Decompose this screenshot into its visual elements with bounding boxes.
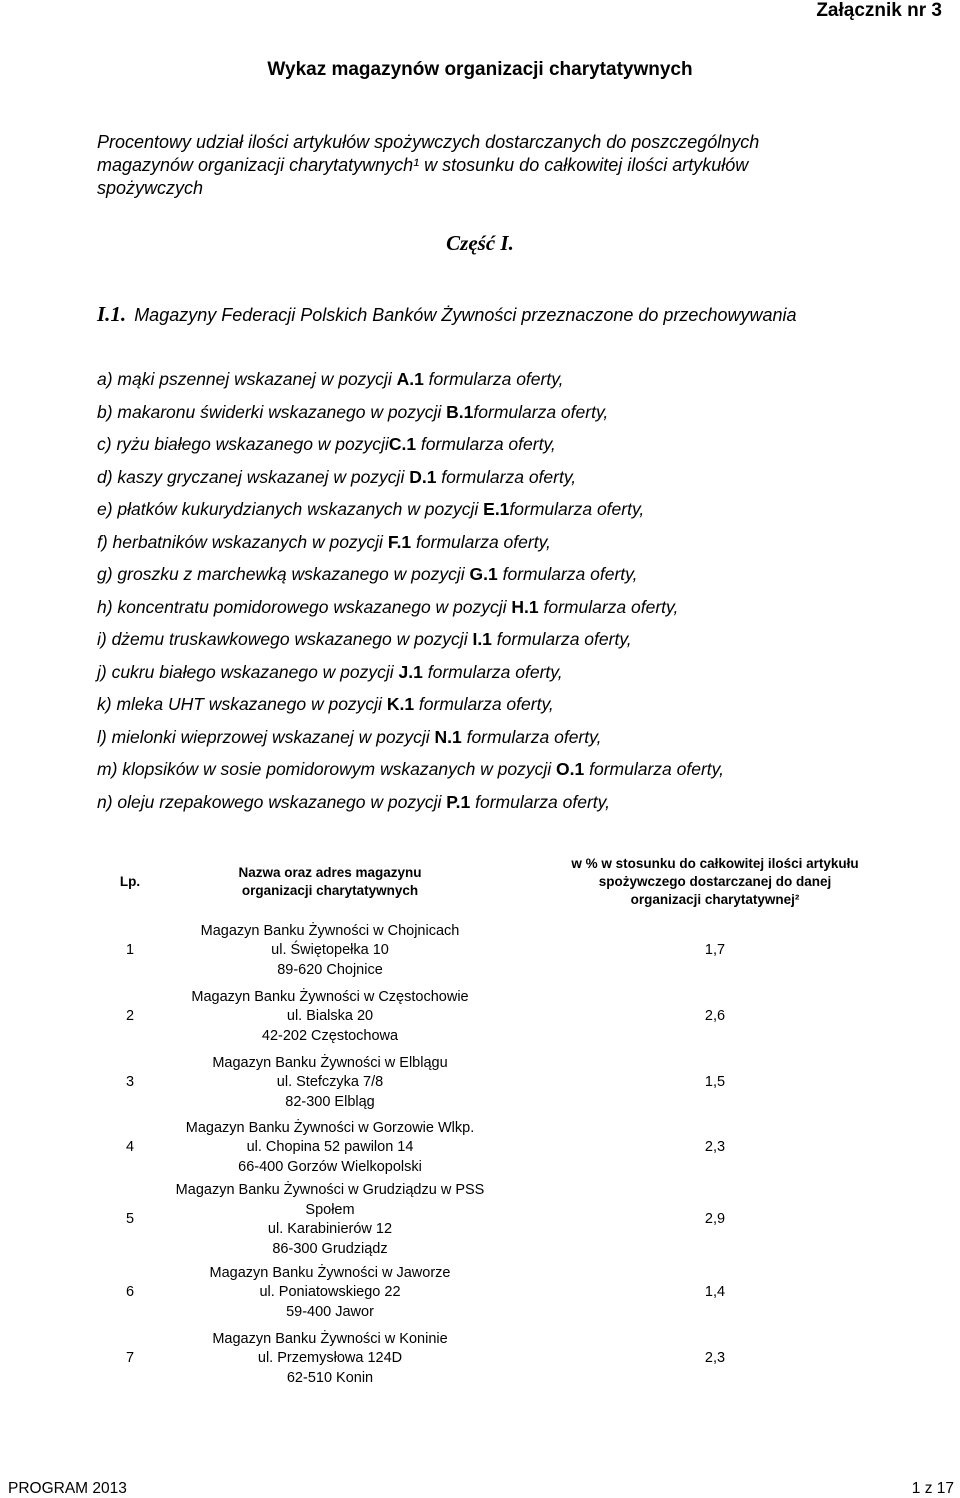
item-suffix: formularza oferty, <box>436 466 577 487</box>
item-suffix: formularza oferty, <box>473 401 609 422</box>
list-item <box>97 691 724 724</box>
item-text: h) koncentratu pomidorowego wskazanego w pozycji <box>97 596 512 617</box>
section-text: Magazyny Federacji Polskich Banków Żywności przeznaczone do przechowywania <box>134 305 797 325</box>
item-code: D.1 <box>409 466 437 487</box>
list-item <box>97 529 724 562</box>
table-row <box>95 1050 935 1116</box>
row-number: 3 <box>125 1074 135 1091</box>
list-item <box>97 756 724 789</box>
warehouse-address: Magazyn Banku Żywności w Jaworze ul. Poniatowskiego 22 59-400 Jawor <box>209 1264 451 1320</box>
item-text: l) mielonki wieprzowej wskazanej w pozycji <box>97 726 435 747</box>
warehouse-address: Magazyn Banku Żywności w Gorzowie Wlkp. ul. Chopina 52 pawilon 14 66-400 Gorzów Wielkopolski <box>185 1119 475 1175</box>
item-code: A.1 <box>396 369 424 389</box>
warehouse-address: Magazyn Banku Żywności w Grudziądzu w PSS Społem ul. Karabinierów 12 86-300 Grudziądz <box>175 1182 485 1257</box>
warehouse-percent: 1,4 <box>704 1284 726 1301</box>
footer-program: PROGRAM 2013 <box>8 1480 127 1497</box>
item-suffix: formularza oferty, <box>509 499 645 519</box>
item-code: N.1 <box>434 726 462 747</box>
part-heading: Część I. <box>446 231 514 255</box>
list-item <box>97 561 724 594</box>
header-percent: w % w stosunku do całkowitej ilości artykułu spożywczego dostarczanej do danej organizacji charytatywnej² <box>571 856 859 907</box>
table-row <box>95 1260 935 1326</box>
section-number: I.1. <box>97 302 127 326</box>
item-text: i) dżemu truskawkowego wskazanego w pozycji <box>97 629 473 649</box>
table-row <box>95 1326 935 1392</box>
warehouse-table <box>95 846 935 1392</box>
item-suffix: formularza oferty, <box>497 564 638 584</box>
warehouse-percent: 2,3 <box>704 1139 726 1156</box>
item-text: d) kaszy gryczanej wskazanej w pozycji <box>97 466 410 487</box>
item-code: I.1 <box>472 629 492 649</box>
item-text: c) ryżu białego wskazanego w pozycji <box>97 434 389 454</box>
item-suffix: formularza oferty, <box>416 434 556 454</box>
section-heading <box>97 302 937 327</box>
warehouse-percent: 2,9 <box>704 1211 726 1228</box>
table-row <box>95 918 935 984</box>
list-item <box>97 724 724 757</box>
item-text: a) mąki pszennej wskazanej w pozycji <box>97 369 397 389</box>
header-lp: Lp. <box>119 874 141 889</box>
table-header-row <box>95 846 935 918</box>
item-suffix: formularza oferty, <box>422 661 563 682</box>
item-text: e) płatków kukurydzianych wskazanych w pozycji <box>97 499 484 519</box>
row-number: 7 <box>125 1350 135 1367</box>
item-suffix: formularza oferty, <box>538 596 679 617</box>
item-suffix: formularza oferty, <box>411 531 551 552</box>
table-row <box>95 1116 935 1180</box>
item-code: B.1 <box>446 401 474 422</box>
item-text: g) groszku z marchewką wskazanego w pozycji <box>97 564 470 584</box>
warehouse-percent: 1,7 <box>704 942 726 959</box>
table-row <box>95 1180 935 1260</box>
item-code: K.1 <box>386 694 415 714</box>
item-code: P.1 <box>446 791 471 812</box>
row-number: 5 <box>125 1211 135 1228</box>
item-suffix: formularza oferty, <box>584 759 724 779</box>
item-text: k) mleka UHT wskazanego w pozycji <box>97 694 387 714</box>
list-item <box>97 431 724 464</box>
item-code: H.1 <box>511 596 539 617</box>
item-suffix: formularza oferty, <box>414 694 554 714</box>
row-number: 2 <box>125 1008 135 1025</box>
warehouse-address: Magazyn Banku Żywności w Chojnicach ul. Świętopełka 10 89-620 Chojnice <box>200 922 460 978</box>
item-suffix: formularza oferty, <box>423 369 564 389</box>
intro-paragraph: Procentowy udział ilości artykułów spożywczych dostarczanych do poszczególnych magazynów organizacji charytatywnych¹ w stosunku do całkowitej ilości artykułów spożywczych <box>97 132 760 198</box>
header-name: Nazwa oraz adres magazynu organizacji charytatywnych <box>238 865 422 898</box>
item-code: F.1 <box>387 531 412 552</box>
list-item <box>97 399 724 432</box>
warehouse-percent: 2,6 <box>704 1008 726 1025</box>
item-suffix: formularza oferty, <box>470 791 610 812</box>
item-text: n) oleju rzepakowego wskazanego w pozycji <box>97 791 447 812</box>
row-number: 1 <box>125 942 135 959</box>
item-code: C.1 <box>388 434 417 454</box>
list-item <box>97 496 724 529</box>
item-suffix: formularza oferty, <box>461 726 602 747</box>
list-item <box>97 594 724 627</box>
warehouse-percent: 1,5 <box>704 1074 726 1091</box>
item-code: G.1 <box>469 564 498 584</box>
row-number: 6 <box>125 1284 135 1301</box>
list-item <box>97 464 724 497</box>
item-text: m) klopsików w sosie pomidorowym wskazanych w pozycji <box>97 759 557 779</box>
item-suffix: formularza oferty, <box>491 629 632 649</box>
warehouse-percent: 2,3 <box>704 1350 726 1367</box>
document-title: Wykaz magazynów organizacji charytatywnych <box>267 59 693 80</box>
list-item <box>97 626 724 659</box>
warehouse-address: Magazyn Banku Żywności w Elblągu ul. Stefczyka 7/8 82-300 Elbląg <box>212 1054 448 1110</box>
table-row <box>95 984 935 1050</box>
annex-label: Załącznik nr 3 <box>816 0 942 21</box>
list-item <box>97 659 724 692</box>
item-code: O.1 <box>556 759 585 779</box>
item-code: E.1 <box>483 499 510 519</box>
page-number: 1 z 17 <box>911 1480 954 1497</box>
item-text: b) makaronu świderki wskazanego w pozycji <box>97 401 447 422</box>
list-item <box>97 789 724 822</box>
warehouse-address: Magazyn Banku Żywności w Częstochowie ul. Bialska 20 42-202 Częstochowa <box>191 988 469 1044</box>
row-number: 4 <box>125 1139 135 1156</box>
list-item <box>97 366 724 399</box>
item-text: f) herbatników wskazanych w pozycji <box>97 531 388 552</box>
warehouse-address: Magazyn Banku Żywności w Koninie ul. Przemysłowa 124D 62-510 Konin <box>212 1330 448 1386</box>
product-list <box>97 366 724 821</box>
item-text: j) cukru białego wskazanego w pozycji <box>97 661 399 682</box>
item-code: J.1 <box>398 661 423 682</box>
